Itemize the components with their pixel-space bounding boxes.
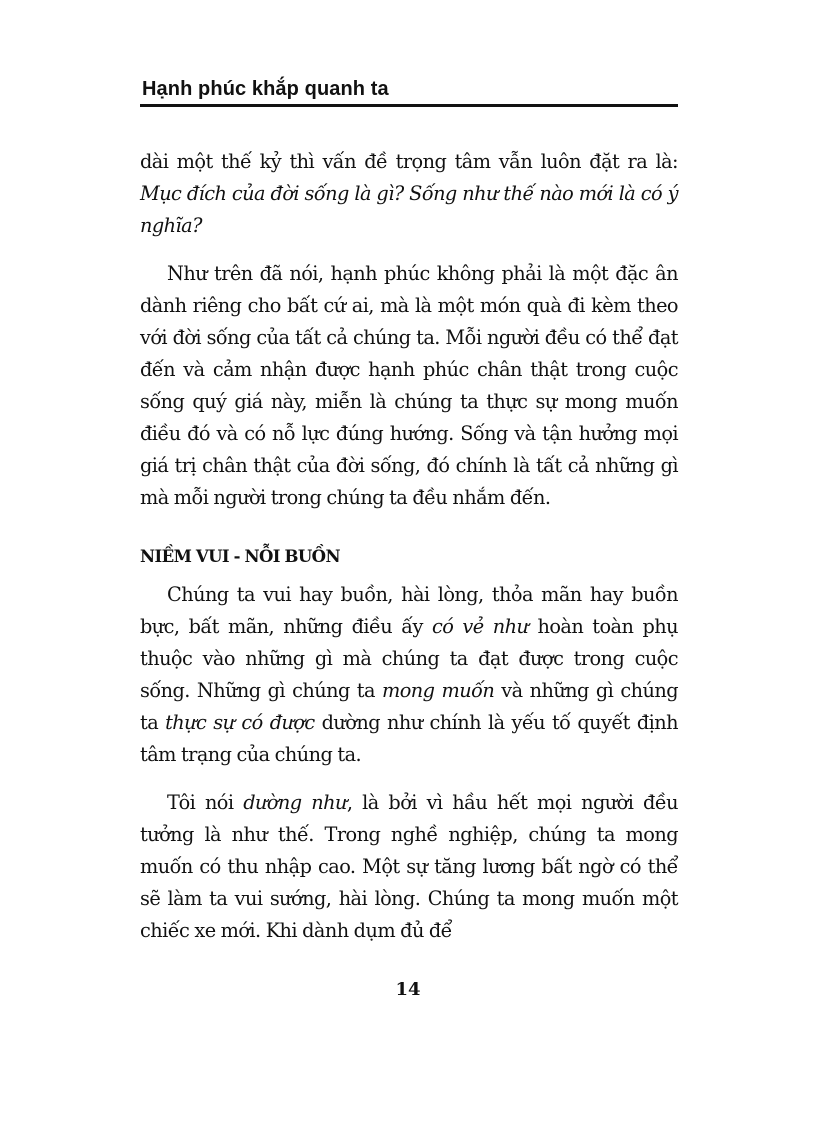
text-run: Tôi nói — [167, 791, 244, 814]
text-run: Chúng ta vui hay buồn, hài lòng, thỏa mãn hay buồn bực, bất mãn, những điều ấy — [140, 583, 678, 638]
text-run: hoàn toàn phụ thuộc vào những gì mà chúng ta đạt được trong cuộc sống. Những gì chúng ta — [140, 615, 679, 702]
italic-run: có vẻ như — [432, 615, 529, 638]
italic-run: Mục đích của đời sống là gì? Sống như thế nào mới là có ý nghĩa? — [140, 182, 678, 237]
text-run: dài một thế kỷ thì vấn đề trọng tâm vẫn luôn đặt ra là: — [140, 150, 678, 173]
text-run: dường như chính là yếu tố quyết định tâm trạng của chúng ta. — [140, 711, 678, 766]
header-rule — [140, 104, 678, 107]
paragraph — [140, 787, 678, 947]
running-header — [140, 76, 678, 104]
text-run: và những gì chúng ta — [140, 679, 678, 734]
italic-run: dường như — [243, 791, 347, 814]
running-header-title: Hạnh phúc khắp quanh ta — [142, 78, 389, 100]
paragraph — [140, 579, 678, 771]
text-run: , là bởi vì hầu hết mọi người đều tưởng là như thế. Trong nghề nghiệp, chúng ta mong muốn có thu nhập cao. Một sự tăng lương bất ngờ có thể sẽ làm ta vui sướng, hài lòng. Chúng ta mong muốn một chiếc xe mới. Khi dành dụm đủ để — [140, 791, 678, 942]
page-number: 14 — [395, 979, 421, 1000]
text-run: Như trên đã nói, hạnh phúc không phải là một đặc ân dành riêng cho bất cứ ai, mà là một món quà đi kèm theo với đời sống của tất cả chúng ta. Mỗi người đều có thể đạt đến và cảm nhận được hạnh phúc chân thật trong cuộc sống quý giá này, miễn là chúng ta thực sự mong muốn điều đó và có nỗ lực đúng hướng. Sống và tận hưởng mọi giá trị chân thật của đời sống, đó chính là tất cả những gì mà mỗi người trong chúng ta đều nhắm đến. — [140, 262, 678, 509]
italic-run: mong muốn — [381, 679, 495, 702]
paragraph-continuation — [140, 146, 678, 242]
italic-run: thực sự có được — [165, 711, 315, 734]
body-text — [140, 146, 678, 963]
paragraph — [140, 258, 678, 514]
section-heading: NIỀM VUI - NỖI BUỒN — [140, 547, 340, 566]
